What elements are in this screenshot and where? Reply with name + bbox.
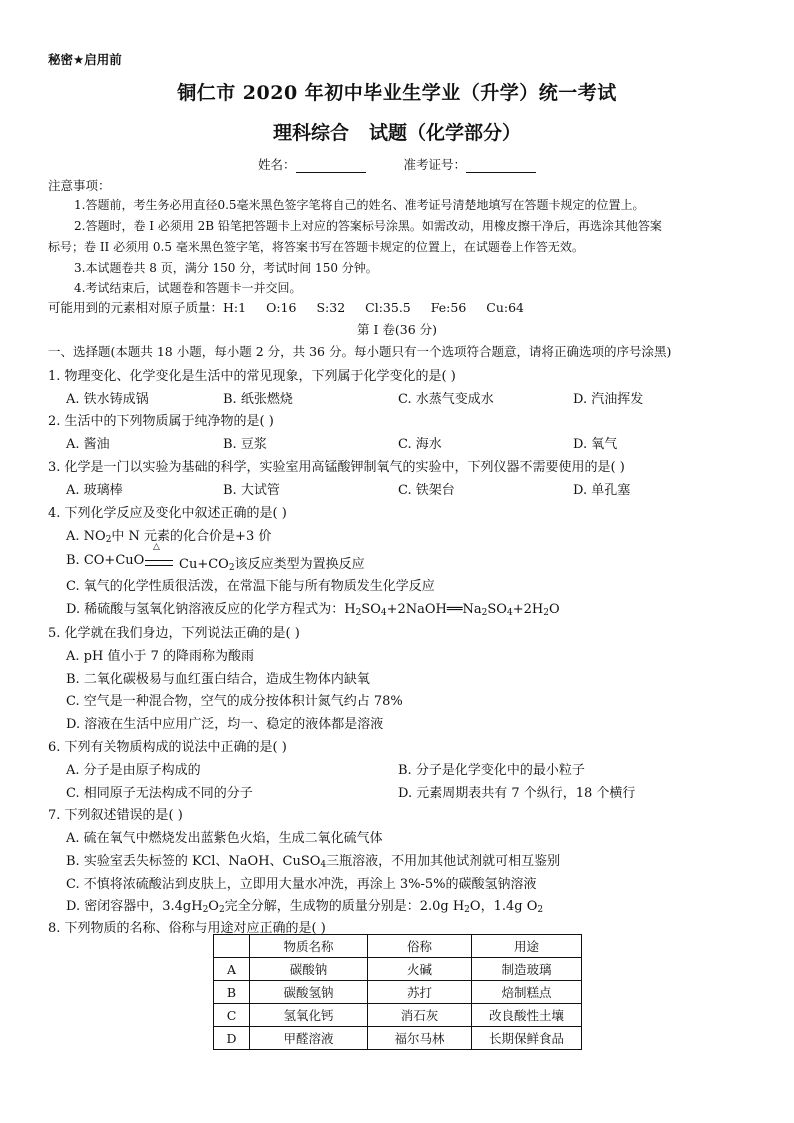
table-cell: 甲醛溶液 [250,1027,368,1050]
table-header-cell: 用途 [472,935,582,958]
exam-subtitle [0,118,794,145]
q1-option-d: D. 汽油挥发 [573,392,644,407]
q7-d-text: D. 密闭容器中，3.4gH [66,899,203,914]
subscript: 2 [543,608,549,618]
q3-option-d: D. 单孔塞 [573,483,631,498]
note-3: 3.本试题卷共 8 页，满分 150 分，考试时间 150 分钟。 [74,261,378,275]
atomic-masses-label: 可能用到的元素相对原子质量： [48,300,224,315]
atomic-mass: Cu:64 [486,300,525,315]
table-cell: 碳酸氢钠 [250,981,368,1004]
table-cell: 长期保鲜食品 [472,1027,582,1050]
q5-option-b: B. 二氧化碳极易与血红蛋白结合，造成生物体内缺氧 [66,672,370,687]
question-1: 1. 物理变化、化学变化是生活中的常见现象，下列属于化学变化的是( ) [48,369,456,384]
q3-option-a: A. 玻璃棒 [66,483,123,498]
q1-option-c: C. 水蒸气变成水 [398,392,494,407]
heat-symbol: △ [153,542,160,552]
q7-option-c: C. 不慎将浓硫酸沾到皮肤上，立即用大量水冲洗，再涂上 3%-5%的碳酸氢钠溶液 [66,877,537,892]
q7-option-b [66,850,560,869]
atomic-masses [48,298,544,316]
subscript: 2 [218,905,225,915]
section-heading: 一、选择题(本题共 18 小题，每小题 2 分，共 36 分。每小题只有一个选项符合题意，请将正确选项的序号涂黑) [48,344,672,359]
q3-option-b: B. 大试管 [223,483,280,498]
q4-option-d [66,598,560,617]
q6-option-c: C. 相同原子无法构成不同的分子 [66,786,253,801]
q4-option-a [66,525,271,544]
subscript: 2 [202,905,209,915]
q7-option-a: A. 硫在氧气中燃烧发出蓝紫色火焰，生成二氧化硫气体 [66,831,383,846]
q7-option-d [66,895,543,914]
atomic-mass: Fe:56 [430,300,467,315]
q6-option-a: A. 分子是由原子构成的 [66,763,201,778]
q5-option-c: C. 空气是一种混合物，空气的成分按体积计氮气约占 78% [66,694,403,709]
q7-b-text: 三瓶溶液，不用加其他试剂就可相互鉴别 [326,854,561,869]
table-cell: 氢氧化钙 [250,1004,368,1027]
question-4: 4. 下列化学反应及变化中叙述正确的是( ) [48,506,287,521]
volume-heading: 第 I 卷(36 分) [356,322,438,337]
q3-option-c: C. 铁架台 [398,483,455,498]
table-cell: C [214,1004,250,1027]
q4-d-text: +2NaOH══Na [386,602,482,617]
q4-d-text: O [548,602,560,617]
subscript: 4 [506,608,513,618]
table-header-row [214,935,582,958]
atomic-mass: H:1 [223,300,247,315]
q8-table [213,934,582,1050]
table-row [214,1004,582,1027]
note-4: 4.考试结束后，试题卷和答题卡一并交回。 [74,281,302,295]
atomic-mass: Cl:35.5 [365,300,411,315]
q4-b-text: Cu+CO [179,557,229,572]
q4-a-text: A. NO [66,529,106,544]
table-cell: 焙制糕点 [472,981,582,1004]
q4-a-text: 中 N 元素的化合价是+3 价 [111,529,272,544]
subscript: 2 [105,535,112,545]
q4-d-text: +2H [512,602,544,617]
subtitle-subject: 理科综合 [272,122,349,144]
subscript: 4 [320,860,327,870]
subscript: 4 [380,608,387,618]
name-label: 姓名： [257,157,296,172]
exam-title: 铜仁市 2020 年初中毕业生学业（升学）统一考试 [177,82,617,104]
atomic-mass: O:16 [266,300,297,315]
table-cell: A [214,958,250,981]
table-header-cell [214,935,250,958]
table-cell: D [214,1027,250,1050]
q2-option-c: C. 海水 [398,437,442,452]
candidate-info [0,155,794,173]
exam-number-blank [466,160,536,173]
q4-d-text: D. 稀硫酸与氢氧化钠溶液反应的化学方程式为：H [66,602,356,617]
q7-b-text: B. 实验室丢失标签的 KCl、NaOH、CuSO [66,854,321,869]
q1-option-a: A. 铁水铸成锅 [66,392,149,407]
table-header-cell: 物质名称 [250,935,368,958]
q7-d-text: O [208,899,219,914]
secret-label: 秘密★启用前 [48,52,122,67]
table-row [214,981,582,1004]
note-2: 2.答题时，卷 I 必须用 2B 铅笔把答题卡上对应的答案标号涂黑。如需改动，用橡皮擦干净后，再选涂其他答案 [74,219,662,233]
table-row [214,958,582,981]
question-6: 6. 下列有关物质构成的说法中正确的是( ) [48,740,287,755]
q4-d-text: SO [361,602,381,617]
table-row [214,1027,582,1050]
q7-d-text: 完全分解，生成物的质量分别是：2.0g H [224,899,465,914]
q4-b-reactants: B. CO+CuO [66,553,145,568]
table-header-cell: 俗称 [368,935,472,958]
table-cell: 改良酸性土壤 [472,1004,582,1027]
question-8: 8. 下列物质的名称、俗称与用途对应正确的是( ) [48,921,326,936]
table-cell: 苏打 [368,981,472,1004]
q2-option-a: A. 酱油 [66,437,110,452]
question-7: 7. 下列叙述错误的是( ) [48,808,183,823]
q4-option-b [66,553,144,568]
exam-number-label: 准考证号： [403,157,467,172]
note-2-cont: 标号；卷 II 必须用 0.5 毫米黑色签字笔，将答案书写在答题卡规定的位置上，在试题卷上作答无效。 [48,240,584,254]
table-cell: B [214,981,250,1004]
question-3: 3. 化学是一门以实验为基础的科学，实验室用高锰酸钾制氧气的实验中，下列仪器不需要使用的是( ) [48,460,625,475]
q5-option-a: A. pH 值小于 7 的降雨称为酸雨 [66,649,254,664]
subscript: 2 [464,905,470,915]
table-cell: 火碱 [368,958,472,981]
table-cell: 制造玻璃 [472,958,582,981]
question-5: 5. 化学就在我们身边，下列说法正确的是( ) [48,626,300,641]
q6-option-d: D. 元素周期表共有 7 个纵行，18 个横行 [398,786,636,801]
question-2: 2. 生活中的下列物质属于纯净物的是( ) [48,414,274,429]
table-cell: 消石灰 [368,1004,472,1027]
subscript: 2 [481,608,488,618]
table-cell: 碳酸钠 [250,958,368,981]
q7-d-text: O，1.4g O [469,899,538,914]
q4-b-text: 该反应类型为置换反应 [234,557,365,572]
q4-option-b-products [179,553,365,572]
q4-option-c: C. 氧气的化学性质很活泼，在常温下能与所有物质发生化学反应 [66,579,435,594]
notes-heading: 注意事项： [48,178,111,193]
note-1: 1.答题前，考生务必用直径0.5毫米黑色签字笔将自己的姓名、准考证号清楚地填写在答题卡规定的位置上。 [74,198,645,212]
q1-option-b: B. 纸张燃烧 [223,392,293,407]
q2-option-d: D. 氧气 [573,437,618,452]
q4-d-text: SO [487,602,507,617]
q6-option-b: B. 分子是化学变化中的最小粒子 [398,763,585,778]
reaction-arrow-line [145,560,173,566]
subscript: 2 [228,563,235,573]
q2-option-b: B. 豆浆 [223,437,267,452]
name-blank [296,160,366,173]
subscript: 2 [355,608,362,618]
subtitle-part: 试题（化学部分） [369,122,522,144]
subscript: 2 [537,905,544,915]
atomic-mass: S:32 [316,300,346,315]
q5-option-d: D. 溶液在生活中应用广泛，均一、稳定的液体都是溶液 [66,717,384,732]
table-cell: 福尔马林 [368,1027,472,1050]
